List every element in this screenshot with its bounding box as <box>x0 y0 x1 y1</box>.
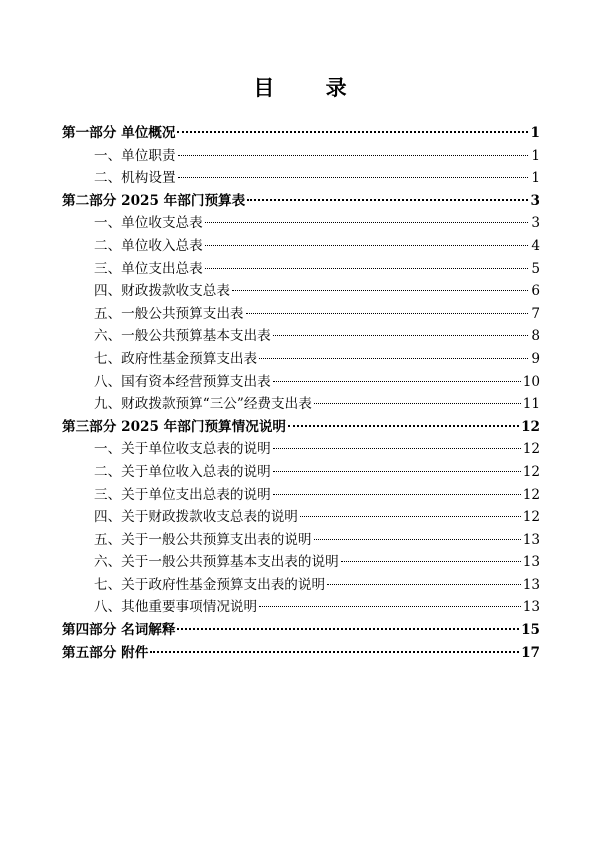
dot-leader <box>178 155 528 156</box>
toc-section-entry[interactable] <box>62 280 540 303</box>
toc-page-number: 11 <box>522 396 540 413</box>
toc-page-number: 1 <box>531 170 540 187</box>
toc-section-entry[interactable] <box>62 258 540 281</box>
toc-section-entry[interactable] <box>62 212 540 235</box>
dot-leader <box>232 290 528 291</box>
toc-page-number: 13 <box>522 531 540 548</box>
toc-entry-label: 二、单位收入总表 <box>94 237 203 254</box>
dot-leader <box>205 268 528 269</box>
toc-entry-label: 第四部分 名词解释 <box>62 622 176 639</box>
dot-leader <box>247 199 528 201</box>
toc-entry-label: 第五部分 附件 <box>62 644 149 661</box>
dot-leader <box>300 516 521 517</box>
dot-leader <box>273 381 521 382</box>
toc-entry-label: 五、关于一般公共预算支出表的说明 <box>94 531 312 548</box>
toc-page-number: 17 <box>521 644 540 661</box>
toc-page-number: 10 <box>522 373 540 390</box>
dot-leader <box>273 494 521 495</box>
dot-leader <box>314 403 521 404</box>
toc-entry-label: 六、关于一般公共预算基本支出表的说明 <box>94 554 339 571</box>
toc-section-entry[interactable] <box>62 529 540 552</box>
toc-section-entry[interactable] <box>62 506 540 529</box>
toc-section-entry[interactable] <box>62 167 540 190</box>
toc-page-number: 9 <box>531 350 540 367</box>
dot-leader <box>205 245 528 246</box>
toc-section-entry[interactable] <box>62 596 540 619</box>
toc-page-number: 7 <box>531 305 540 322</box>
dot-leader <box>273 471 521 472</box>
dot-leader <box>314 539 521 540</box>
toc-entry-label: 三、关于单位支出总表的说明 <box>94 486 271 503</box>
toc-page-number: 5 <box>531 260 540 277</box>
toc-entry-label: 六、一般公共预算基本支出表 <box>94 328 271 345</box>
toc-entry-label: 第一部分 单位概况 <box>62 125 176 141</box>
toc-page-number: 1 <box>531 147 540 164</box>
toc-section-entry[interactable] <box>62 484 540 507</box>
toc-page-number: 12 <box>522 486 540 503</box>
dot-leader <box>341 561 521 562</box>
dot-leader <box>273 448 521 449</box>
toc-page-number: 15 <box>521 622 540 639</box>
toc-entry-label: 九、财政拨款预算“三公”经费支出表 <box>94 396 312 413</box>
toc-section-entry[interactable] <box>62 325 540 348</box>
toc-entry-label: 八、国有资本经营预算支出表 <box>94 373 271 390</box>
toc-section-entry[interactable] <box>62 235 540 258</box>
table-of-contents <box>62 122 540 664</box>
toc-section-entry[interactable] <box>62 461 540 484</box>
toc-part-entry[interactable] <box>62 642 540 665</box>
toc-entry-label: 三、单位支出总表 <box>94 260 203 277</box>
toc-page-number: 12 <box>522 463 540 480</box>
toc-part-entry[interactable] <box>62 619 540 642</box>
toc-entry-label: 七、政府性基金预算支出表 <box>94 350 258 367</box>
toc-page-number: 12 <box>522 441 540 458</box>
toc-entry-label: 四、财政拨款收支总表 <box>94 283 230 300</box>
toc-page-number: 12 <box>521 418 540 435</box>
toc-page-number: 3 <box>530 192 540 209</box>
toc-section-entry[interactable] <box>62 371 540 394</box>
dot-leader <box>259 358 528 359</box>
dot-leader <box>246 313 528 314</box>
toc-page-number: 3 <box>531 215 540 232</box>
dot-leader <box>205 222 528 223</box>
toc-section-entry[interactable] <box>62 438 540 461</box>
toc-entry-label: 二、关于单位收入总表的说明 <box>94 463 271 480</box>
dot-leader <box>288 425 519 427</box>
dot-leader <box>327 584 521 585</box>
toc-entry-label: 八、其他重要事项情况说明 <box>94 599 258 616</box>
toc-section-entry[interactable] <box>62 393 540 416</box>
dot-leader <box>177 628 519 630</box>
toc-page-number: 13 <box>522 599 540 616</box>
page-title: 目 录 <box>253 75 369 100</box>
toc-page-number: 4 <box>531 237 540 254</box>
toc-section-entry[interactable] <box>62 145 540 168</box>
toc-section-entry[interactable] <box>62 348 540 371</box>
toc-section-entry[interactable] <box>62 551 540 574</box>
dot-leader <box>259 606 521 607</box>
toc-entry-label: 一、单位职责 <box>94 147 176 164</box>
toc-page-number: 6 <box>531 283 540 300</box>
toc-page-number: 13 <box>522 576 540 593</box>
toc-part-entry[interactable] <box>62 190 540 213</box>
toc-entry-label: 第二部分 2025 年部门预算表 <box>62 192 246 209</box>
toc-page-number: 1 <box>530 125 540 141</box>
toc-page-number: 8 <box>531 328 540 345</box>
toc-section-entry[interactable] <box>62 574 540 597</box>
toc-entry-label: 一、关于单位收支总表的说明 <box>94 441 271 458</box>
dot-leader <box>150 651 519 653</box>
dot-leader <box>273 335 528 336</box>
toc-page-number: 13 <box>522 554 540 571</box>
toc-part-entry[interactable] <box>62 122 540 145</box>
toc-entry-label: 七、关于政府性基金预算支出表的说明 <box>94 576 326 593</box>
toc-entry-label: 一、单位收支总表 <box>94 215 203 232</box>
toc-part-entry[interactable] <box>62 416 540 439</box>
toc-entry-label: 五、一般公共预算支出表 <box>94 305 244 322</box>
toc-page-number: 12 <box>522 509 540 526</box>
toc-entry-label: 四、关于财政拨款收支总表的说明 <box>94 509 298 526</box>
dot-leader <box>177 131 528 133</box>
toc-entry-label: 二、机构设置 <box>94 170 176 187</box>
dot-leader <box>178 177 528 178</box>
toc-section-entry[interactable] <box>62 303 540 326</box>
toc-entry-label: 第三部分 2025 年部门预算情况说明 <box>62 418 287 435</box>
